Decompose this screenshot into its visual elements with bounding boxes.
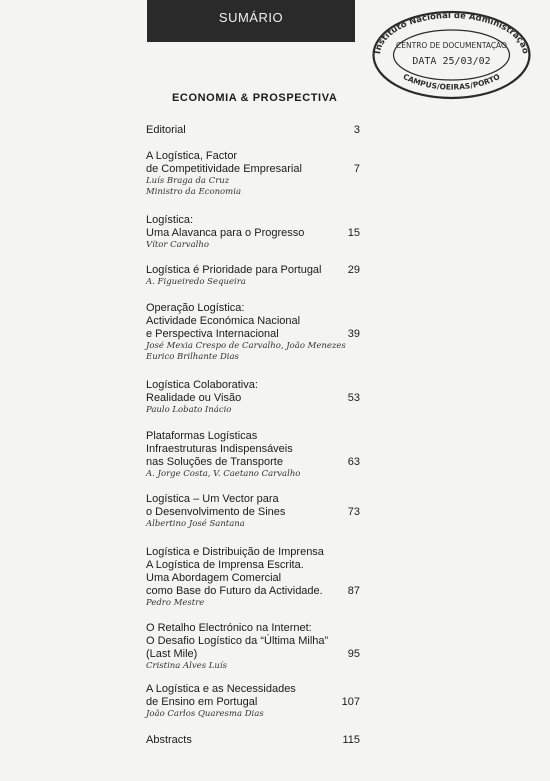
toc-entry-title-line: e Perspectiva Internacional [146, 328, 279, 340]
toc-entry-author: Pedro Mestre [146, 598, 205, 608]
toc-entry-title-line: Plataformas Logísticas [146, 430, 258, 442]
toc-entry [146, 214, 360, 251]
toc-entry-title-line: Editorial [146, 124, 186, 136]
header-bar [147, 0, 355, 42]
toc-entry-title-line: Logística é Prioridade para Portugal [146, 264, 322, 276]
toc-entry-author: Cristina Alves Luís [146, 661, 227, 671]
toc-entry-page-number: 53 [347, 392, 360, 404]
toc-entry [146, 150, 360, 198]
toc-entry-page-number: 15 [347, 227, 360, 239]
toc-entry-title-line: A Logística de Imprensa Escrita. [146, 559, 304, 571]
toc-entry-title-line: Logística: [146, 214, 194, 226]
toc-entry [146, 683, 360, 720]
toc-entry-title-line: de Competitividade Empresarial [146, 163, 302, 175]
toc-entry-author: João Carlos Quaresma Dias [146, 709, 264, 719]
toc-entry-page-number: 3 [353, 124, 360, 136]
toc-entry-title-line: de Ensino em Portugal [146, 696, 258, 708]
toc-entry-page-number: 63 [347, 456, 360, 468]
toc-entry-author: Paulo Lobato Inácio [146, 405, 232, 415]
toc-entry [146, 124, 360, 137]
toc-entry-title-line: O Retalho Electrónico na Internet: [146, 622, 312, 634]
toc-entry-title-line: Infraestruturas Indispensáveis [146, 443, 293, 455]
toc-entry-page-number: 95 [347, 648, 360, 660]
toc-entry-title-line: Actividade Económica Nacional [146, 315, 301, 327]
toc-entry [146, 379, 360, 416]
toc-entry-title-line: A Logística e as Necessidades [146, 683, 296, 695]
toc-entry-title-line: (Last Mile) [146, 648, 198, 660]
toc-entry-title-line: A Logística, Factor [146, 150, 238, 162]
toc-entry-title-line: Logística – Um Vector para [146, 493, 279, 505]
stamp-line2: DATA 25/03/02 [412, 56, 491, 67]
toc-entry-author: Ministro da Economia [146, 187, 242, 197]
toc-entry-title-line: Operação Logística: [146, 302, 245, 314]
toc-entry-author: José Mexia Crespo de Carvalho, João Menezes [146, 341, 346, 351]
toc-entry-page-number: 107 [341, 696, 360, 708]
toc-entry [146, 622, 360, 672]
library-stamp [370, 8, 533, 102]
toc-entry-author: A. Figueiredo Sequeira [146, 277, 246, 287]
toc-entry [146, 493, 360, 530]
toc-entry-title-line: Logística Colaborativa: [146, 379, 258, 391]
toc-entry-page-number: 73 [347, 506, 360, 518]
toc-entry [146, 264, 360, 288]
toc-entry-title-line: Logística e Distribuição de Imprensa [146, 546, 324, 558]
toc-entry-page-number: 39 [347, 328, 360, 340]
toc-entry-page-number: 115 [342, 734, 360, 746]
toc-entry [146, 302, 360, 363]
stamp-arc-top: Instituto Nacional de Administração [373, 10, 531, 55]
toc-entry-title-line: Abstracts [146, 734, 192, 746]
toc-entry-title-line: Uma Abordagem Comercial [146, 572, 282, 584]
page-title: SUMÁRIO [218, 10, 284, 25]
toc-entry-author: Eurico Brilhante Dias [146, 352, 239, 362]
toc-entry-author: Luís Braga da Cruz [146, 176, 230, 186]
toc-entry-author: Vítor Carvalho [146, 240, 209, 250]
stamp-line1: CENTRO DE DOCUMENTAÇÃO [396, 41, 507, 50]
section-title: ECONOMIA & PROSPECTIVA [172, 92, 338, 104]
toc-entry-title-line: o Desenvolvimento de Sines [146, 506, 286, 518]
toc-entry [146, 430, 360, 480]
toc-entry-page-number: 29 [347, 264, 360, 276]
toc-entry [146, 734, 360, 747]
toc-entry-page-number: 87 [347, 585, 360, 597]
toc-entry-title-line: nas Soluções de Transporte [146, 456, 283, 468]
toc-entry-title-line: como Base do Futuro da Actividade. [146, 585, 323, 597]
stamp-arc-bottom: CAMPUS/OEIRAS/PORTO [401, 71, 502, 92]
toc-entry-title-line: Uma Alavanca para o Progresso [146, 227, 305, 239]
toc-entry [146, 546, 360, 609]
toc-entry-title-line: Realidade ou Visão [146, 392, 242, 404]
toc-entry-page-number: 7 [353, 163, 360, 175]
toc-entry-author: A. Jorge Costa, V. Caetano Carvalho [146, 469, 301, 479]
toc-entry-title-line: O Desafio Logístico da “Última Milha” [146, 635, 329, 647]
toc-entry-author: Albertino José Santana [146, 519, 245, 529]
